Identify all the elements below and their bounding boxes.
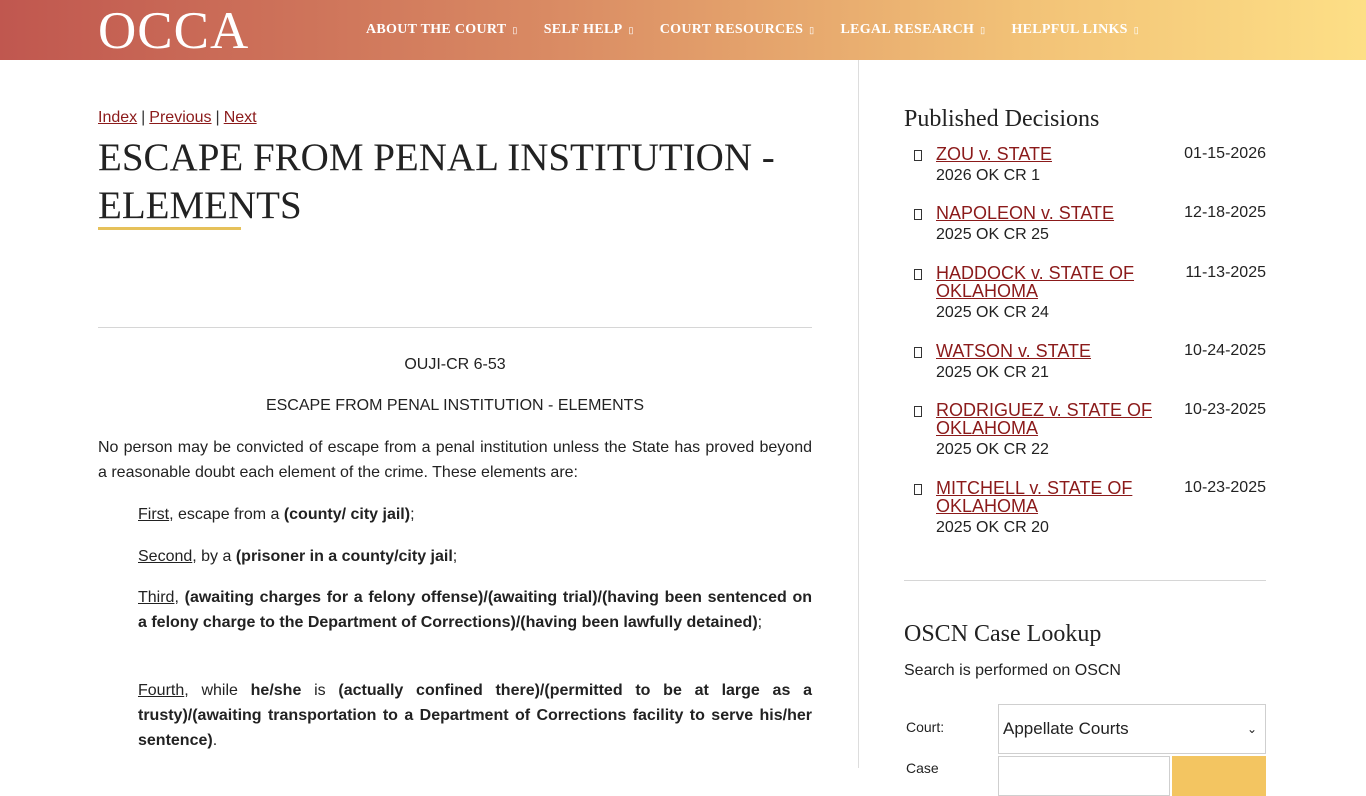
case-number-input[interactable] — [998, 756, 1170, 796]
decision-date: 10-23-2025 — [1184, 401, 1266, 418]
horizontal-divider — [98, 327, 812, 328]
element-bold-pronoun: he/she — [250, 682, 302, 699]
nav-court-resources[interactable] — [660, 22, 815, 38]
element-ordinal: First — [138, 506, 170, 523]
court-label: Court: — [906, 719, 945, 735]
decision-date: 12-18-2025 — [1184, 204, 1266, 221]
decision-link[interactable]: NAPOLEON v. STATE — [936, 203, 1115, 223]
element-end: ; — [452, 548, 458, 565]
element-end: ; — [410, 506, 415, 523]
caret-down-icon: ▯ — [809, 25, 815, 35]
nav-about-the-court[interactable] — [366, 22, 518, 38]
decision-link[interactable]: RODRIGUEZ v. STATE OF OKLAHOMA — [936, 400, 1152, 438]
decision-citation: 2025 OK CR 25 — [936, 226, 1049, 243]
element-first — [138, 502, 812, 527]
decision-citation: 2025 OK CR 22 — [936, 441, 1049, 458]
case-lookup-subtitle: Search is performed on OSCN — [904, 662, 1121, 679]
element-bold: (county/ city jail) — [283, 506, 411, 523]
element-text-mid: is — [301, 682, 339, 699]
page-title: ESCAPE FROM PENAL INSTITUTION - ELEMENTS — [98, 136, 775, 227]
document-icon — [914, 406, 922, 417]
nav-self-help[interactable] — [544, 22, 634, 38]
instruction-intro: No person may be convicted of escape from a penal institution unless the State has proved beyond a reasonable doubt each element of the crime. These elements are: — [98, 439, 812, 481]
element-text: , by a — [192, 548, 236, 565]
element-bold: (actually confined there)/(permitted to be at large as a trusty)/(awaiting transportation to a Department of Corrections facility to serve his/her sentence) — [138, 682, 812, 749]
title-underline — [98, 227, 241, 230]
sidebar-divider — [904, 580, 1266, 581]
decision-citation: 2025 OK CR 20 — [936, 519, 1049, 536]
instruction-heading: ESCAPE FROM PENAL INSTITUTION - ELEMENTS — [265, 397, 645, 414]
main-nav — [366, 0, 1165, 60]
element-fourth — [138, 678, 812, 753]
element-bold: (awaiting charges for a felony offense)/(awaiting trial)/(having been sentenced on a felony charge to the Department of Corrections)/(having been lawfully detained) — [138, 589, 813, 631]
decision-link[interactable]: WATSON v. STATE — [936, 341, 1091, 361]
court-select[interactable] — [998, 704, 1266, 754]
caret-down-icon: ▯ — [628, 25, 634, 35]
decision-citation: 2025 OK CR 24 — [936, 304, 1049, 321]
caret-down-icon: ▯ — [512, 25, 518, 35]
element-third — [138, 585, 812, 635]
breadcrumb-separator: | — [141, 109, 146, 126]
published-decisions-title: Published Decisions — [904, 106, 1100, 132]
nav-label: SELF HELP — [543, 22, 623, 37]
case-lookup-title: OSCN Case Lookup — [904, 621, 1102, 647]
site-header — [0, 0, 1366, 60]
element-ordinal: Second — [138, 548, 193, 565]
decision-date: 01-15-2026 — [1184, 145, 1266, 162]
element-end: ; — [757, 614, 763, 631]
instruction-code: OUJI-CR 6-53 — [404, 356, 506, 373]
element-text: , while — [184, 682, 251, 699]
element-ordinal: Third — [138, 589, 175, 606]
element-ordinal: Fourth — [138, 682, 185, 699]
nav-label: LEGAL RESEARCH — [840, 22, 975, 37]
court-select-value: Appellate Courts — [1003, 719, 1129, 738]
decision-citation: 2026 OK CR 1 — [936, 167, 1041, 184]
decision-link[interactable]: ZOU v. STATE — [936, 144, 1052, 164]
decision-date: 10-23-2025 — [1184, 479, 1266, 496]
caret-down-icon: ▯ — [1133, 25, 1140, 35]
document-icon — [914, 347, 922, 358]
document-icon — [914, 150, 922, 161]
document-icon — [914, 269, 922, 280]
site-logo[interactable]: OCCA — [98, 2, 250, 60]
search-button[interactable] — [1172, 756, 1266, 796]
decision-date: 10-24-2025 — [1184, 342, 1266, 359]
column-divider — [858, 60, 859, 768]
nav-label: ABOUT THE COURT — [366, 22, 507, 37]
caret-down-icon: ▯ — [980, 25, 986, 35]
breadcrumb — [98, 109, 257, 127]
nav-label: COURT RESOURCES — [659, 22, 804, 37]
element-end: . — [212, 732, 218, 749]
previous-link[interactable]: Previous — [149, 109, 212, 126]
element-second — [138, 544, 812, 569]
element-bold: (prisoner in a county/city jail — [235, 548, 453, 565]
document-icon — [914, 484, 922, 495]
nav-helpful-links[interactable] — [1011, 22, 1139, 38]
decision-link[interactable]: HADDOCK v. STATE OF OKLAHOMA — [936, 263, 1135, 301]
element-text: , escape from a — [169, 506, 284, 523]
next-link[interactable]: Next — [223, 109, 257, 126]
chevron-down-icon: ⌄ — [1246, 722, 1257, 736]
decision-date: 11-13-2025 — [1185, 264, 1266, 281]
element-text: , — [174, 589, 185, 606]
breadcrumb-separator: | — [215, 109, 220, 126]
decision-link[interactable]: MITCHELL v. STATE OF OKLAHOMA — [936, 478, 1133, 516]
decision-citation: 2025 OK CR 21 — [936, 364, 1049, 381]
case-label: Case — [906, 760, 939, 776]
nav-label: HELPFUL LINKS — [1011, 22, 1128, 37]
document-icon — [914, 209, 922, 220]
nav-legal-research[interactable] — [840, 22, 985, 38]
index-link[interactable]: Index — [98, 109, 138, 126]
